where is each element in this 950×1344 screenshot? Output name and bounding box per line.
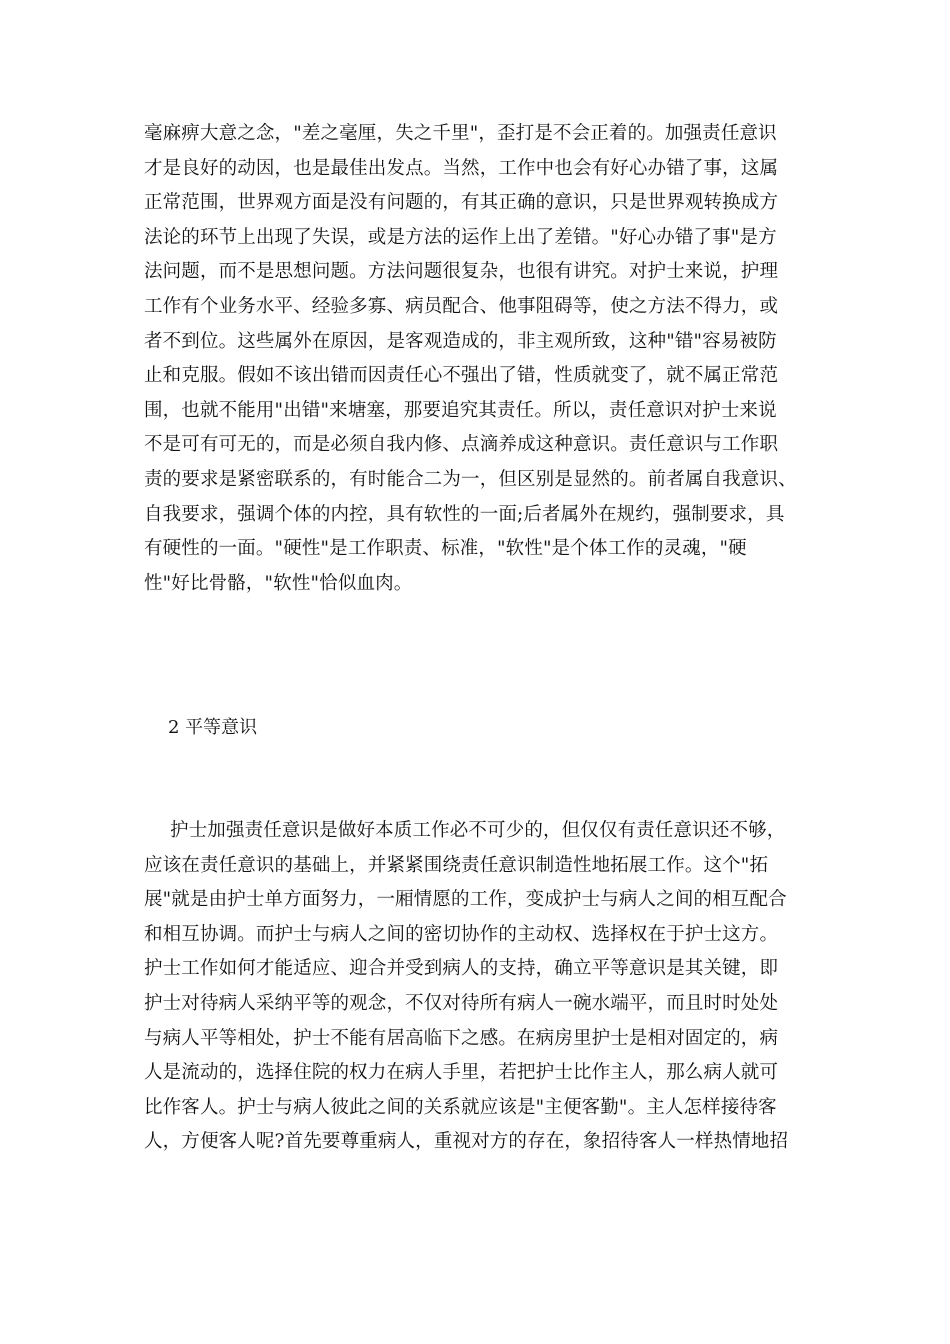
text-line: 和相互协调。而护士与病人之间的密切协作的主动权、选择权在于护士这方。 [144,923,779,945]
section-heading-equality: 2 平等意识 [168,717,258,738]
text-line: 毫麻痹大意之念，"差之毫厘，失之千里"，歪打是不会正着的。加强责任意识 [144,123,777,144]
text-line: 护士工作如何才能适应、迎合并受到病人的支持，确立平等意识是其关键，即 [144,958,779,980]
text-line: 止和克服。假如不该出错而因责任心不强出了错，性质就变了，就不属正常范 [144,365,779,387]
text-line: 者不到位。这些属外在原因，是客观造成的，非主观所致，这种"错"容易被防 [144,330,777,352]
text-line: 与病人平等相处，护士不能有居高临下之感。在病房里护士是相对固定的，病 [144,1027,779,1049]
text-line: 自我要求，强调个体的内控，具有软性的一面;后者属外在规约，强制要求，具 [144,503,785,525]
text-line: 不是可有可无的，而是必须自我内修、点滴养成这种意识。责任意识与工作职 [144,434,779,456]
text-line: 比作客人。护士与病人彼此之间的关系就应该是"主便客勤"。主人怎样接待客 [144,1096,777,1118]
text-line: 应该在责任意识的基础上，并紧紧围绕责任意识制造性地拓展工作。这个"拓 [144,854,769,876]
text-line: 工作有个业务水平、经验多寡、病员配合、他事阻碍等，使之方法不得力，或 [144,295,779,317]
text-line: 责的要求是紧密联系的，有时能合二为一，但区别是显然的。前者属自我意识、 [144,468,797,490]
text-line: 展"就是由护士单方面努力，一厢情愿的工作，变成护士与病人之间的相互配合 [144,889,787,911]
text-line: 人，方便客人呢?首先要尊重病人，重视对方的存在，象招待客人一样热情地招 [144,1131,789,1153]
paragraph-equality [144,814,814,1160]
text-line: 法问题，而不是思想问题。方法问题很复杂，也很有讲究。对护士来说，护理 [144,261,779,283]
paragraph-responsibility [144,117,814,601]
text-line: 有硬性的一面。"硬性"是工作职责、标准，"软性"是个体工作的灵魂，"硬 [144,538,747,560]
text-line: 才是良好的动因，也是最佳出发点。当然，工作中也会有好心办错了事，这属 [144,157,779,179]
text-line: 围，也就不能用"出错"来塘塞，那要追究其责任。所以，责任意识对护士来说 [144,399,777,421]
text-line: 性"好比骨骼，"软性"恰似血肉。 [144,572,413,594]
text-line: 正常范围，世界观方面是没有问题的，有其正确的意识，只是世界观转换成方 [144,192,779,214]
text-line: 法论的环节上出现了失误，或是方法的运作上出了差错。"好心办错了事"是方 [144,226,777,248]
text-line: 护士对待病人采纳平等的观念，不仅对待所有病人一碗水端平，而且时时处处 [144,992,779,1014]
text-line: 人是流动的，选择住院的权力在病人手里，若把护士比作主人，那么病人就可 [144,1062,779,1084]
text-line: 护士加强责任意识是做好本质工作必不可少的，但仅仅有责任意识还不够， [170,820,786,841]
